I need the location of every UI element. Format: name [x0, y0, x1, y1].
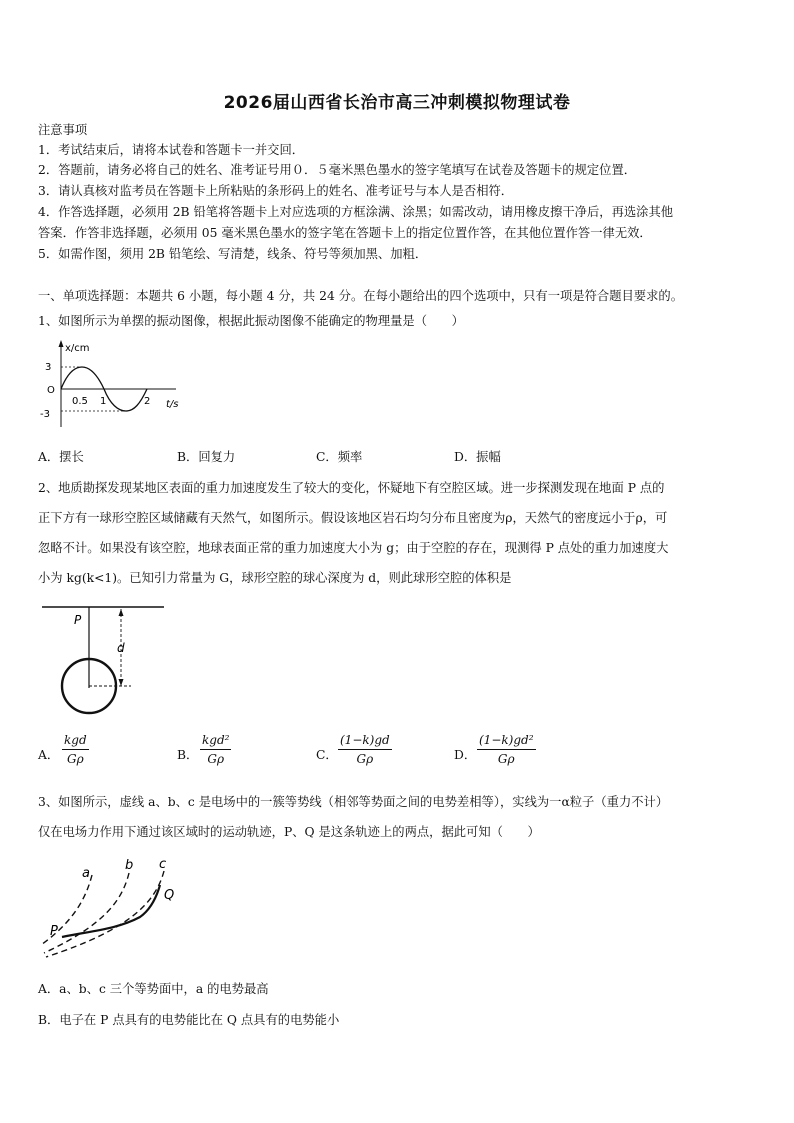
q2-option-a-fraction[interactable]: [62, 733, 89, 766]
q1-x-axis-label: t/s: [166, 399, 179, 410]
section-heading: 一、单项选择题：本题共 6 小题，每小题 4 分，共 24 分。在每小题给出的四个选项中，只有一项是符合题目要求的。: [38, 289, 683, 303]
q1-x-tick-05: 0.5: [72, 396, 88, 407]
q1-y-tick-3: 3: [45, 362, 52, 373]
q3-equipotential-b: [44, 873, 129, 953]
q3-line-1: 3、如图所示，虚线 a、b、c 是电场中的一簇等势线（相邻等势面之间的电势差相等），实线为一α粒子（重力不计）: [38, 795, 669, 809]
q1-option-a[interactable]: A．摆长: [38, 450, 84, 464]
q2-line-4: 小为 kg(k<1)。已知引力常量为 G，球形空腔的球心深度为 d，则此球形空腔的体积是: [38, 571, 512, 585]
notice-item-4-cont: 答案．作答非选择题，必须用 05 毫米黑色墨水的签字笔在答题卡上的指定位置作答，在其他位置作答一律无效．: [38, 226, 652, 240]
q2-option-c-num: (1−k)gd: [338, 733, 392, 750]
q2-option-b-letter[interactable]: B．: [177, 748, 199, 762]
q2-option-c-den: Gρ: [356, 752, 374, 766]
notice-item-3: 3．请认真核对监考员在答题卡上所粘贴的条形码上的姓名、准考证号与本人是否相符．: [38, 184, 514, 198]
q3-label-c: c: [159, 857, 167, 872]
q2-option-b-num: kgd²: [200, 733, 231, 750]
q2-option-d-fraction[interactable]: [477, 733, 536, 766]
q3-trajectory: [62, 885, 160, 937]
q3-line-2: 仅在电场力作用下通过该区域时的运动轨迹，P、Q 是这条轨迹上的两点，据此可知（ ）: [38, 825, 540, 839]
q2-option-c-fraction[interactable]: [338, 733, 392, 766]
notice-item-4: 4．作答选择题，必须用 2B 铅笔将答题卡上对应选项的方框涂满、涂黑；如需改动，请用橡皮擦干净后，再选涂其他: [38, 205, 674, 219]
q2-option-b-den: Gρ: [207, 752, 225, 766]
q2-p-label: P: [74, 613, 82, 627]
q3-option-b[interactable]: B．电子在 P 点具有的电势能比在 Q 点具有的电势能小: [38, 1013, 340, 1027]
notice-item-2: 2．答题前，请务必将自己的姓名、准考证号用０．５毫米黑色墨水的签字笔填写在试卷及答题卡的规定位置．: [38, 163, 637, 177]
q3-label-q: Q: [164, 888, 175, 903]
notice-heading: 注意事项: [38, 123, 88, 137]
q1-stem: 1、如图所示为单摆的振动图像，根据此振动图像不能确定的物理量是（ ）: [38, 314, 464, 328]
notice-item-5: 5．如需作图，须用 2B 铅笔绘、写清楚，线条、符号等须加黑、加粗．: [38, 247, 428, 261]
q3-label-b: b: [125, 858, 134, 873]
q2-option-a-den: Gρ: [67, 752, 84, 766]
q1-y-axis-label: x/cm: [65, 343, 90, 354]
q3-label-p: P: [50, 924, 58, 939]
q2-option-a-letter[interactable]: A．: [38, 748, 60, 762]
q1-option-c[interactable]: C．频率: [316, 450, 363, 464]
q3-field-figure: [36, 853, 196, 958]
q1-y-tick-neg3: -3: [40, 409, 50, 420]
q2-line-2: 正下方有一球形空腔区域储藏有天然气，如图所示。假设该地区岩石均匀分布且密度为ρ，天然气的密度远小于ρ，可: [38, 511, 668, 525]
q2-d-label: d: [117, 641, 125, 655]
q2-line-1: 2、地质勘探发现某地区表面的重力加速度发生了较大的变化，怀疑地下有空腔区域。进一步探测发现在地面 P 点的: [38, 481, 665, 495]
q2-option-d-letter[interactable]: D．: [454, 748, 477, 762]
q3-equipotential-c: [46, 871, 164, 957]
q2-option-d-den: Gρ: [497, 752, 515, 766]
q3-equipotential-a: [41, 875, 92, 945]
q1-option-b[interactable]: B．回复力: [177, 450, 236, 464]
q1-origin-label: O: [47, 385, 55, 396]
q3-option-a[interactable]: A．a、b、c 三个等势面中，a 的电势最高: [38, 982, 269, 996]
notice-item-1: 1．考试结束后，请将本试卷和答题卡一并交回．: [38, 143, 305, 157]
q2-option-a-num: kgd: [62, 733, 89, 750]
page-title: 2026届山西省长治市高三冲刺模拟物理试卷: [223, 93, 571, 113]
q3-label-a: a: [82, 866, 90, 881]
q2-option-d-num: (1−k)gd²: [477, 733, 536, 750]
q2-option-b-fraction[interactable]: [200, 733, 231, 766]
q2-cavity-figure: [36, 600, 176, 715]
q1-option-d[interactable]: D．振幅: [454, 450, 501, 464]
q2-option-c-letter[interactable]: C．: [316, 748, 338, 762]
q1-x-tick-1: 1: [100, 396, 107, 407]
q1-vibration-graph: [36, 337, 196, 429]
q2-line-3: 忽略不计。如果没有该空腔，地球表面正常的重力加速度大小为 g；由于空腔的存在，现测得 P 点处的重力加速度大: [38, 541, 669, 555]
q1-x-tick-2: 2: [144, 396, 151, 407]
